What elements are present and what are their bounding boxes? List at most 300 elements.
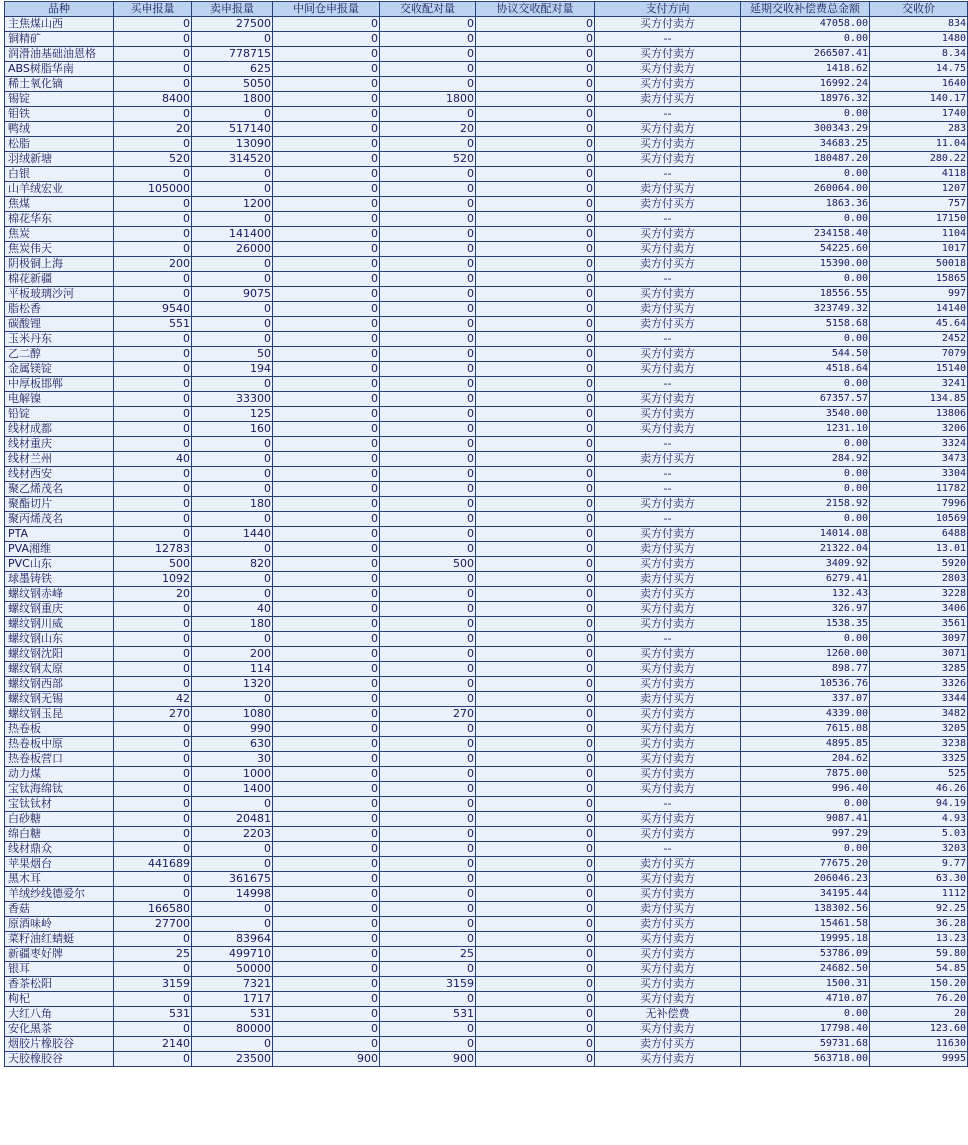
agreement-matched-qty-cell: 0 (476, 707, 595, 722)
variety-cell: 聚乙烯茂名 (5, 482, 114, 497)
buy-qty-cell: 0 (114, 482, 192, 497)
variety-cell: 动力煤 (5, 767, 114, 782)
settlement-price-cell: 15865 (870, 272, 968, 287)
sell-qty-cell: 80000 (192, 1022, 273, 1037)
matched-qty-cell: 0 (380, 632, 476, 647)
intermediate-qty-cell: 0 (273, 752, 380, 767)
payment-direction-cell: 买方付卖方 (595, 407, 741, 422)
settlement-price-cell: 3071 (870, 647, 968, 662)
settlement-price-cell: 2803 (870, 572, 968, 587)
matched-qty-cell: 0 (380, 212, 476, 227)
sell-qty-cell: 0 (192, 32, 273, 47)
compensation-total-cell: 17798.40 (741, 1022, 870, 1037)
payment-direction-cell: 买方付卖方 (595, 62, 741, 77)
table-row (5, 77, 968, 92)
compensation-total-cell: 563718.00 (741, 1052, 870, 1067)
payment-direction-cell: 买方付卖方 (595, 707, 741, 722)
settlement-price-cell: 13.23 (870, 932, 968, 947)
settlement-price-cell: 3097 (870, 632, 968, 647)
settlement-price-cell: 1480 (870, 32, 968, 47)
settlement-price-cell: 13806 (870, 407, 968, 422)
payment-direction-cell: 买方付卖方 (595, 812, 741, 827)
agreement-matched-qty-cell: 0 (476, 647, 595, 662)
variety-cell: 松脂 (5, 137, 114, 152)
variety-cell: 螺纹钢西部 (5, 677, 114, 692)
sell-qty-cell: 23500 (192, 1052, 273, 1067)
payment-direction-cell: -- (595, 32, 741, 47)
sell-qty-cell: 0 (192, 587, 273, 602)
compensation-total-cell: 0.00 (741, 482, 870, 497)
table-row (5, 137, 968, 152)
matched-qty-cell: 0 (380, 722, 476, 737)
table-row (5, 827, 968, 842)
matched-qty-cell: 0 (380, 572, 476, 587)
compensation-total-cell: 0.00 (741, 167, 870, 182)
col-header-compensation-total: 延期交收补偿费总金额 (741, 2, 870, 17)
settlement-price-cell: 123.60 (870, 1022, 968, 1037)
compensation-total-cell: 0.00 (741, 437, 870, 452)
matched-qty-cell: 0 (380, 932, 476, 947)
settlement-price-cell: 2452 (870, 332, 968, 347)
variety-cell: 螺纹钢重庆 (5, 602, 114, 617)
settlement-price-cell: 4.93 (870, 812, 968, 827)
sell-qty-cell: 50 (192, 347, 273, 362)
sell-qty-cell: 0 (192, 437, 273, 452)
sell-qty-cell: 0 (192, 182, 273, 197)
buy-qty-cell: 0 (114, 272, 192, 287)
agreement-matched-qty-cell: 0 (476, 482, 595, 497)
compensation-total-cell: 1500.31 (741, 977, 870, 992)
compensation-total-cell: 1538.35 (741, 617, 870, 632)
table-row (5, 482, 968, 497)
sell-qty-cell: 820 (192, 557, 273, 572)
intermediate-qty-cell: 0 (273, 542, 380, 557)
matched-qty-cell: 0 (380, 467, 476, 482)
matched-qty-cell: 0 (380, 617, 476, 632)
variety-cell: 安化黑茶 (5, 1022, 114, 1037)
agreement-matched-qty-cell: 0 (476, 617, 595, 632)
matched-qty-cell: 0 (380, 272, 476, 287)
intermediate-qty-cell: 0 (273, 857, 380, 872)
agreement-matched-qty-cell: 0 (476, 857, 595, 872)
table-row (5, 662, 968, 677)
table-row (5, 632, 968, 647)
table-row (5, 707, 968, 722)
intermediate-qty-cell: 0 (273, 47, 380, 62)
compensation-total-cell: 0.00 (741, 377, 870, 392)
table-row (5, 557, 968, 572)
variety-cell: 新疆枣好牌 (5, 947, 114, 962)
settlement-price-cell: 94.19 (870, 797, 968, 812)
payment-direction-cell: 卖方付买方 (595, 92, 741, 107)
payment-direction-cell: 卖方付买方 (595, 317, 741, 332)
variety-cell: ABS树脂华南 (5, 62, 114, 77)
agreement-matched-qty-cell: 0 (476, 797, 595, 812)
intermediate-qty-cell: 0 (273, 92, 380, 107)
settlement-price-cell: 50018 (870, 257, 968, 272)
compensation-total-cell: 337.07 (741, 692, 870, 707)
compensation-total-cell: 1260.00 (741, 647, 870, 662)
payment-direction-cell: 买方付卖方 (595, 362, 741, 377)
intermediate-qty-cell: 0 (273, 1022, 380, 1037)
payment-direction-cell: 买方付卖方 (595, 242, 741, 257)
matched-qty-cell: 0 (380, 497, 476, 512)
col-header-buy-qty: 买申报量 (114, 2, 192, 17)
settlement-price-cell: 280.22 (870, 152, 968, 167)
payment-direction-cell: 卖方付买方 (595, 302, 741, 317)
compensation-total-cell: 0.00 (741, 332, 870, 347)
intermediate-qty-cell: 0 (273, 257, 380, 272)
settlement-price-cell: 1112 (870, 887, 968, 902)
variety-cell: 聚丙烯茂名 (5, 512, 114, 527)
payment-direction-cell: 买方付卖方 (595, 752, 741, 767)
compensation-total-cell: 7875.00 (741, 767, 870, 782)
intermediate-qty-cell: 0 (273, 1007, 380, 1022)
payment-direction-cell: 卖方付买方 (595, 452, 741, 467)
settlement-price-cell: 3344 (870, 692, 968, 707)
table-row (5, 797, 968, 812)
intermediate-qty-cell: 0 (273, 167, 380, 182)
payment-direction-cell: 买方付卖方 (595, 287, 741, 302)
variety-cell: 铜精矿 (5, 32, 114, 47)
intermediate-qty-cell: 0 (273, 317, 380, 332)
sell-qty-cell: 26000 (192, 242, 273, 257)
sell-qty-cell: 14998 (192, 887, 273, 902)
table-row (5, 947, 968, 962)
payment-direction-cell: 买方付卖方 (595, 722, 741, 737)
agreement-matched-qty-cell: 0 (476, 812, 595, 827)
table-row (5, 62, 968, 77)
matched-qty-cell: 0 (380, 437, 476, 452)
payment-direction-cell: 买方付卖方 (595, 122, 741, 137)
table-row (5, 377, 968, 392)
compensation-total-cell: 204.62 (741, 752, 870, 767)
intermediate-qty-cell: 0 (273, 947, 380, 962)
col-header-variety: 品种 (5, 2, 114, 17)
buy-qty-cell: 0 (114, 1052, 192, 1067)
intermediate-qty-cell: 0 (273, 302, 380, 317)
sell-qty-cell: 517140 (192, 122, 273, 137)
payment-direction-cell: 买方付卖方 (595, 737, 741, 752)
settlement-price-cell: 525 (870, 767, 968, 782)
buy-qty-cell: 0 (114, 662, 192, 677)
compensation-total-cell: 0.00 (741, 32, 870, 47)
agreement-matched-qty-cell: 0 (476, 77, 595, 92)
table-row (5, 692, 968, 707)
sell-qty-cell: 0 (192, 572, 273, 587)
agreement-matched-qty-cell: 0 (476, 587, 595, 602)
settlement-price-cell: 3473 (870, 452, 968, 467)
variety-cell: 中厚板邯郸 (5, 377, 114, 392)
compensation-total-cell: 19995.18 (741, 932, 870, 947)
settlement-price-cell: 59.80 (870, 947, 968, 962)
payment-direction-cell: -- (595, 467, 741, 482)
payment-direction-cell: 卖方付买方 (595, 542, 741, 557)
table-row (5, 962, 968, 977)
settlement-price-cell: 1207 (870, 182, 968, 197)
matched-qty-cell: 0 (380, 887, 476, 902)
settlement-price-cell: 3324 (870, 437, 968, 452)
settlement-price-cell: 14.75 (870, 62, 968, 77)
matched-qty-cell: 531 (380, 1007, 476, 1022)
sell-qty-cell: 0 (192, 512, 273, 527)
compensation-total-cell: 0.00 (741, 467, 870, 482)
sell-qty-cell: 1440 (192, 527, 273, 542)
sell-qty-cell: 0 (192, 302, 273, 317)
payment-direction-cell: -- (595, 512, 741, 527)
table-row (5, 887, 968, 902)
settlement-price-cell: 14140 (870, 302, 968, 317)
agreement-matched-qty-cell: 0 (476, 542, 595, 557)
intermediate-qty-cell: 0 (273, 647, 380, 662)
variety-cell: 线材成都 (5, 422, 114, 437)
compensation-total-cell: 53786.09 (741, 947, 870, 962)
buy-qty-cell: 0 (114, 227, 192, 242)
intermediate-qty-cell: 0 (273, 962, 380, 977)
table-row (5, 392, 968, 407)
table-row (5, 812, 968, 827)
compensation-total-cell: 4339.00 (741, 707, 870, 722)
agreement-matched-qty-cell: 0 (476, 17, 595, 32)
buy-qty-cell: 0 (114, 767, 192, 782)
agreement-matched-qty-cell: 0 (476, 377, 595, 392)
intermediate-qty-cell: 0 (273, 212, 380, 227)
payment-direction-cell: 买方付卖方 (595, 137, 741, 152)
compensation-total-cell: 7615.08 (741, 722, 870, 737)
buy-qty-cell: 0 (114, 62, 192, 77)
matched-qty-cell: 25 (380, 947, 476, 962)
variety-cell: 线材鼎众 (5, 842, 114, 857)
buy-qty-cell: 500 (114, 557, 192, 572)
variety-cell: 乙二醇 (5, 347, 114, 362)
buy-qty-cell: 0 (114, 782, 192, 797)
settlement-price-cell: 3325 (870, 752, 968, 767)
agreement-matched-qty-cell: 0 (476, 827, 595, 842)
variety-cell: 天胶橡胶谷 (5, 1052, 114, 1067)
variety-cell: 鸭绒 (5, 122, 114, 137)
sell-qty-cell: 0 (192, 542, 273, 557)
payment-direction-cell: 买方付卖方 (595, 77, 741, 92)
table-row (5, 902, 968, 917)
buy-qty-cell: 0 (114, 797, 192, 812)
agreement-matched-qty-cell: 0 (476, 902, 595, 917)
intermediate-qty-cell: 0 (273, 137, 380, 152)
sell-qty-cell: 990 (192, 722, 273, 737)
buy-qty-cell: 9540 (114, 302, 192, 317)
sell-qty-cell: 40 (192, 602, 273, 617)
agreement-matched-qty-cell: 0 (476, 212, 595, 227)
variety-cell: 银耳 (5, 962, 114, 977)
payment-direction-cell: 买方付卖方 (595, 227, 741, 242)
buy-qty-cell: 0 (114, 167, 192, 182)
payment-direction-cell: 买方付卖方 (595, 947, 741, 962)
compensation-total-cell: 21322.04 (741, 542, 870, 557)
sell-qty-cell: 314520 (192, 152, 273, 167)
variety-cell: 电解镍 (5, 392, 114, 407)
intermediate-qty-cell: 0 (273, 887, 380, 902)
intermediate-qty-cell: 0 (273, 422, 380, 437)
intermediate-qty-cell: 0 (273, 272, 380, 287)
variety-cell: 白银 (5, 167, 114, 182)
payment-direction-cell: 买方付卖方 (595, 17, 741, 32)
table-body (5, 17, 968, 1067)
intermediate-qty-cell: 0 (273, 992, 380, 1007)
agreement-matched-qty-cell: 0 (476, 302, 595, 317)
compensation-total-cell: 997.29 (741, 827, 870, 842)
matched-qty-cell: 0 (380, 62, 476, 77)
sell-qty-cell: 0 (192, 842, 273, 857)
col-header-agreement-matched-qty: 协议交收配对量 (476, 2, 595, 17)
sell-qty-cell: 778715 (192, 47, 273, 62)
intermediate-qty-cell: 0 (273, 497, 380, 512)
intermediate-qty-cell: 0 (273, 287, 380, 302)
matched-qty-cell: 0 (380, 287, 476, 302)
table-row (5, 572, 968, 587)
agreement-matched-qty-cell: 0 (476, 137, 595, 152)
settlement-price-cell: 140.17 (870, 92, 968, 107)
compensation-total-cell: 0.00 (741, 272, 870, 287)
sell-qty-cell: 194 (192, 362, 273, 377)
variety-cell: 热卷板中原 (5, 737, 114, 752)
agreement-matched-qty-cell: 0 (476, 452, 595, 467)
intermediate-qty-cell: 0 (273, 347, 380, 362)
intermediate-qty-cell: 0 (273, 632, 380, 647)
buy-qty-cell: 0 (114, 497, 192, 512)
variety-cell: 绵白糖 (5, 827, 114, 842)
table-row (5, 32, 968, 47)
intermediate-qty-cell: 0 (273, 572, 380, 587)
variety-cell: 螺纹钢太原 (5, 662, 114, 677)
sell-qty-cell: 200 (192, 647, 273, 662)
intermediate-qty-cell: 0 (273, 512, 380, 527)
table-row (5, 347, 968, 362)
buy-qty-cell: 0 (114, 842, 192, 857)
agreement-matched-qty-cell: 0 (476, 122, 595, 137)
table-row (5, 917, 968, 932)
intermediate-qty-cell: 0 (273, 32, 380, 47)
intermediate-qty-cell: 0 (273, 917, 380, 932)
variety-cell: 螺纹钢玉昆 (5, 707, 114, 722)
buy-qty-cell: 2140 (114, 1037, 192, 1052)
table-row (5, 407, 968, 422)
buy-qty-cell: 520 (114, 152, 192, 167)
header-row (5, 2, 968, 17)
sell-qty-cell: 7321 (192, 977, 273, 992)
settlement-table (4, 1, 968, 1067)
sell-qty-cell: 160 (192, 422, 273, 437)
agreement-matched-qty-cell: 0 (476, 887, 595, 902)
matched-qty-cell: 20 (380, 122, 476, 137)
col-header-payment-direction: 支付方向 (595, 2, 741, 17)
variety-cell: 螺纹钢山东 (5, 632, 114, 647)
buy-qty-cell: 0 (114, 437, 192, 452)
compensation-total-cell: 260064.00 (741, 182, 870, 197)
sell-qty-cell: 5050 (192, 77, 273, 92)
variety-cell: 热卷板营口 (5, 752, 114, 767)
settlement-price-cell: 10569 (870, 512, 968, 527)
sell-qty-cell: 50000 (192, 962, 273, 977)
intermediate-qty-cell: 0 (273, 617, 380, 632)
table-row (5, 752, 968, 767)
buy-qty-cell: 0 (114, 872, 192, 887)
intermediate-qty-cell: 0 (273, 767, 380, 782)
table-row (5, 272, 968, 287)
sell-qty-cell: 531 (192, 1007, 273, 1022)
agreement-matched-qty-cell: 0 (476, 722, 595, 737)
matched-qty-cell: 0 (380, 137, 476, 152)
agreement-matched-qty-cell: 0 (476, 362, 595, 377)
payment-direction-cell: 买方付卖方 (595, 557, 741, 572)
matched-qty-cell: 0 (380, 107, 476, 122)
variety-cell: 山羊绒宏业 (5, 182, 114, 197)
col-header-sell-qty: 卖申报量 (192, 2, 273, 17)
matched-qty-cell: 0 (380, 47, 476, 62)
compensation-total-cell: 5158.68 (741, 317, 870, 332)
intermediate-qty-cell: 0 (273, 17, 380, 32)
compensation-total-cell: 77675.20 (741, 857, 870, 872)
intermediate-qty-cell: 0 (273, 392, 380, 407)
table-row (5, 92, 968, 107)
table-row (5, 857, 968, 872)
buy-qty-cell: 0 (114, 512, 192, 527)
matched-qty-cell: 0 (380, 767, 476, 782)
matched-qty-cell: 0 (380, 32, 476, 47)
payment-direction-cell: 卖方付买方 (595, 1037, 741, 1052)
compensation-total-cell: 24682.50 (741, 962, 870, 977)
compensation-total-cell: 18976.32 (741, 92, 870, 107)
matched-qty-cell: 0 (380, 482, 476, 497)
payment-direction-cell: 买方付卖方 (595, 392, 741, 407)
variety-cell: 铅锭 (5, 407, 114, 422)
matched-qty-cell: 0 (380, 677, 476, 692)
buy-qty-cell: 0 (114, 677, 192, 692)
matched-qty-cell: 1800 (380, 92, 476, 107)
intermediate-qty-cell: 0 (273, 782, 380, 797)
compensation-total-cell: 544.50 (741, 347, 870, 362)
agreement-matched-qty-cell: 0 (476, 842, 595, 857)
compensation-total-cell: 6279.41 (741, 572, 870, 587)
settlement-price-cell: 3561 (870, 617, 968, 632)
variety-cell: 苹果烟台 (5, 857, 114, 872)
matched-qty-cell: 0 (380, 452, 476, 467)
intermediate-qty-cell: 0 (273, 437, 380, 452)
matched-qty-cell: 0 (380, 917, 476, 932)
settlement-price-cell: 45.64 (870, 317, 968, 332)
table-row (5, 317, 968, 332)
compensation-total-cell: 14014.08 (741, 527, 870, 542)
settlement-price-cell: 3238 (870, 737, 968, 752)
matched-qty-cell: 0 (380, 962, 476, 977)
variety-cell: 羊绒纱线德爱尔 (5, 887, 114, 902)
agreement-matched-qty-cell: 0 (476, 152, 595, 167)
buy-qty-cell: 0 (114, 722, 192, 737)
intermediate-qty-cell: 0 (273, 377, 380, 392)
settlement-price-cell: 3205 (870, 722, 968, 737)
sell-qty-cell: 0 (192, 917, 273, 932)
variety-cell: 大红八角 (5, 1007, 114, 1022)
compensation-total-cell: 4895.85 (741, 737, 870, 752)
payment-direction-cell: 买方付卖方 (595, 932, 741, 947)
intermediate-qty-cell: 0 (273, 482, 380, 497)
buy-qty-cell: 20 (114, 587, 192, 602)
agreement-matched-qty-cell: 0 (476, 677, 595, 692)
intermediate-qty-cell: 0 (273, 197, 380, 212)
agreement-matched-qty-cell: 0 (476, 782, 595, 797)
payment-direction-cell: 买方付卖方 (595, 1022, 741, 1037)
variety-cell: 脂松香 (5, 302, 114, 317)
sell-qty-cell: 27500 (192, 17, 273, 32)
payment-direction-cell: -- (595, 272, 741, 287)
